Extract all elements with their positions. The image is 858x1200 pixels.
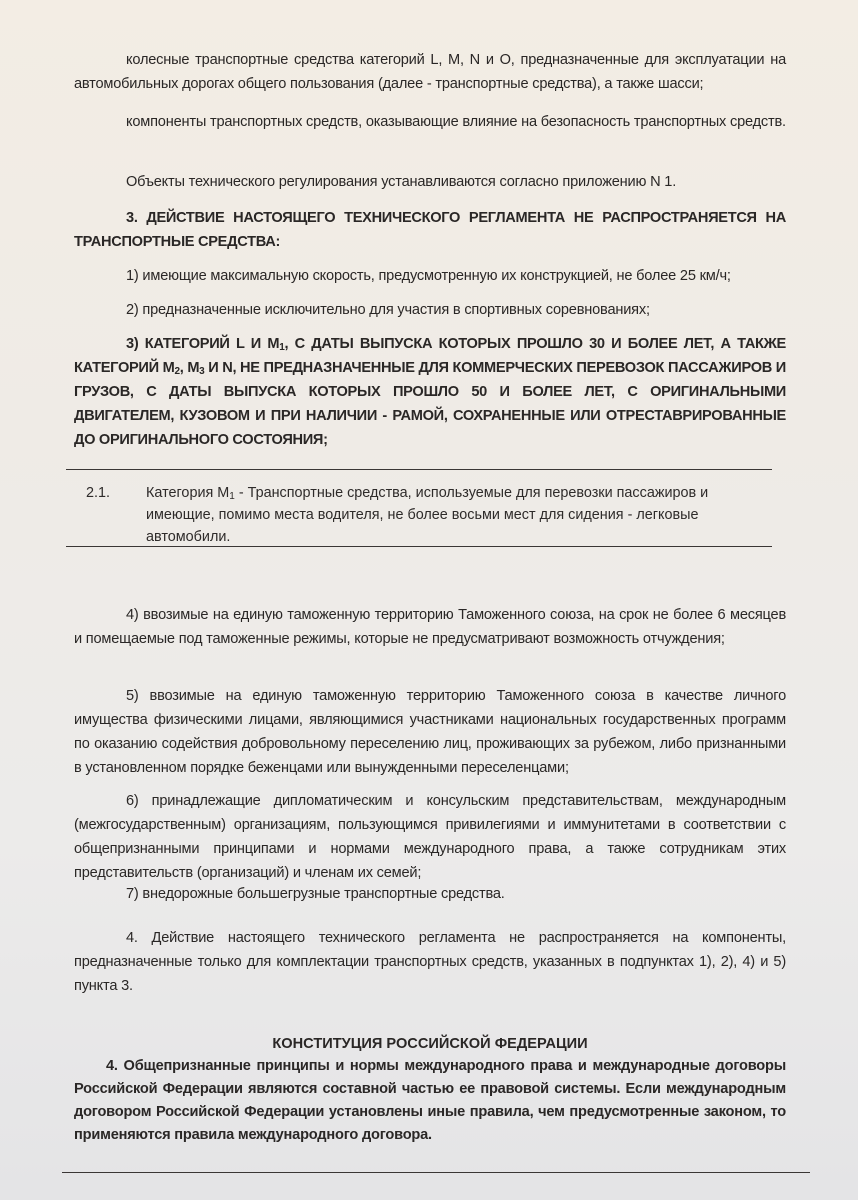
section-4	[74, 926, 786, 998]
subscript: 1	[279, 342, 285, 353]
heading-text: КОНСТИТУЦИЯ РОССИЙСКОЙ ФЕДЕРАЦИИ	[272, 1036, 588, 1052]
section-heading-text: 3. ДЕЙСТВИЕ НАСТОЯЩЕГО ТЕХНИЧЕСКОГО РЕГЛАМЕНТА НЕ РАСПРОСТРАНЯЕТСЯ НА ТРАНСПОРТНЫЕ СРЕДСТВА:	[74, 210, 786, 250]
subscript: 2	[174, 366, 180, 377]
list-item-6	[74, 789, 786, 885]
list-item-3	[74, 332, 786, 452]
paragraph-objects-vehicles	[74, 48, 786, 96]
list-item-5	[74, 684, 786, 780]
list-item-text: 4) ввозимые на единую таможенную территорию Таможенного союза, на срок не более 6 месяцев и помещаемые под таможенные режимы, которые не предусматривают возможность отчуждения;	[74, 607, 786, 647]
list-item-text: И N, НЕ ПРЕДНАЗНАЧЕННЫЕ ДЛЯ КОММЕРЧЕСКИХ ПЕРЕВОЗОК ПАССАЖИРОВ И ГРУЗОВ, С ДАТЫ ВЫПУСКА КОТОРЫХ ПРОШЛО 50 И БОЛЕЕ ЛЕТ, С ОРИГИНАЛЬНЫМИ ДВИГАТЕЛЕМ, КУЗОВОМ И ПРИ НАЛИЧИИ - РАМОЙ, СОХРАНЕННЫЕ ИЛИ ОТРЕСТАВРИРОВАННЫЕ ДО ОРИГИНАЛЬНОГО СОСТОЯНИЯ;	[74, 360, 786, 448]
footnote-text	[146, 482, 736, 548]
footnote-number: 2.1.	[86, 485, 111, 501]
paragraph-text: колесные транспортные средства категорий L, M, N и O, предназначенные для эксплуатации на автомобильных дорогах общего пользования (далее - транспортные средства), а также шасси;	[74, 52, 786, 92]
footnote-2-1	[86, 482, 736, 548]
paragraph-objects-annex	[74, 170, 786, 194]
section-3-heading	[74, 206, 786, 254]
footnote-rule-bottom	[66, 546, 772, 547]
bottom-rule	[62, 1172, 810, 1173]
list-item-text: 6) принадлежащие дипломатическим и консульским представительствам, международным (межгосударственным) организациям, пользующимся привилегиями и иммунитетами в соответствии с общепризнанными принципами и нормами международного права, а также сотрудникам этих представительств (организаций) и членам их семей;	[74, 793, 786, 881]
list-item-text: 1) имеющие максимальную скорость, предусмотренную их конструкцией, не более 25 км/ч;	[126, 268, 731, 284]
constitution-article	[74, 1055, 786, 1147]
footnote-text-part: - Транспортные средства, используемые для перевозки пассажиров и имеющие, помимо места водителя, не более восьми мест для сидения - легковые автомобили.	[146, 485, 709, 545]
list-item-2	[74, 298, 786, 322]
paragraph-text: 4. Действие настоящего технического регламента не распространяется на компоненты, предназначенные только для комплектации транспортных средств, указанных в подпунктах 1), 2), 4) и 5) пункта 3.	[74, 930, 786, 994]
subscript: 1	[229, 491, 235, 502]
paragraph-text: компоненты транспортных средств, оказывающие влияние на безопасность транспортных средств.	[126, 114, 786, 130]
paragraph-text: 4. Общепризнанные принципы и нормы международного права и международные договоры Российской Федерации являются составной частью ее правовой системы. Если международным договором Российской Федерации установлены иные правила, чем предусмотренные законом, то применяются правила международного договора.	[74, 1058, 786, 1143]
footnote-rule-top	[66, 469, 772, 470]
list-item-7	[74, 882, 786, 906]
paragraph-objects-components	[74, 110, 786, 134]
constitution-heading	[74, 1033, 786, 1055]
list-item-1	[74, 264, 786, 288]
list-item-text: , С ДАТЫ ВЫПУСКА КОТОРЫХ ПРОШЛО 30 И БОЛЕЕ ЛЕТ, А ТАКЖЕ КАТЕГОРИЙ M	[74, 336, 786, 376]
list-item-text: 5) ввозимые на единую таможенную территорию Таможенного союза в качестве личного имущества физическими лицами, являющимися участниками национальных государственных программ по оказанию содействия добровольному переселению лиц, проживающих за рубежом, либо признанными в установленном порядке беженцами или вынужденными переселенцами;	[74, 688, 786, 776]
list-item-4	[74, 603, 786, 651]
list-item-text: 2) предназначенные исключительно для участия в спортивных соревнованиях;	[126, 302, 650, 318]
list-item-text: 7) внедорожные большегрузные транспортные средства.	[126, 886, 505, 902]
footnote-text-part: Категория M	[146, 485, 230, 501]
subscript: 3	[199, 366, 205, 377]
list-item-text: 3) КАТЕГОРИЙ L И M	[126, 336, 280, 352]
list-item-text: , M	[179, 360, 200, 376]
paragraph-text: Объекты технического регулирования устанавливаются согласно приложению N 1.	[126, 174, 677, 190]
